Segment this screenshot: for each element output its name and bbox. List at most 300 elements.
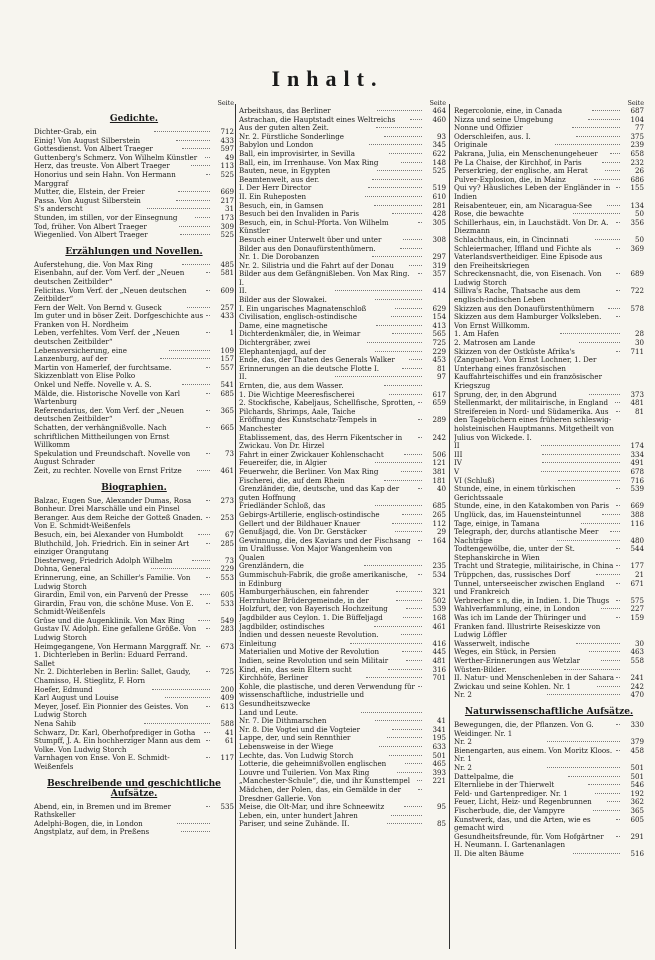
dot-leader [205, 157, 210, 158]
dot-leader [375, 299, 422, 300]
entry-title: Skizzen aus den Donaufürstenthümern [454, 303, 595, 313]
page-number: 309 [220, 221, 234, 231]
index-entry [454, 614, 644, 640]
entry-title: Dichter-Grab, ein [34, 127, 97, 136]
entry-title: Telegraph, der, durchs atlantische Meer [454, 527, 599, 537]
page-number: 481 [630, 398, 644, 408]
entry-title: Hamburgerhäuschen, ein fahrender [239, 587, 369, 597]
dot-leader [375, 351, 422, 352]
section-heading: Erzählungen und Novellen. [65, 246, 203, 257]
page-number: 506 [432, 449, 446, 459]
page-number: 534 [432, 570, 446, 580]
entry-title: Bilder aus der Slowakei. [239, 295, 327, 305]
entry-title: Dichterdenkmäler, die, in Weimar [239, 329, 361, 339]
dot-leader [616, 248, 620, 249]
page-number: 113 [220, 161, 234, 171]
dot-leader [375, 720, 422, 721]
dot-leader [177, 823, 210, 824]
entry-title: Erinnerungen an die deutsche Flotte I. [239, 363, 380, 373]
page-number: 501 [432, 750, 446, 760]
page-number: 557 [220, 362, 234, 372]
page-number: 686 [630, 174, 644, 184]
index-column-3 [454, 100, 644, 945]
dot-leader [409, 359, 422, 360]
index-entry [34, 171, 234, 188]
index-entry [239, 820, 446, 829]
page-number: 164 [432, 535, 446, 545]
page-number: 1 [229, 328, 234, 338]
page-number: 463 [630, 647, 644, 657]
entry-title: Stunden, im stillen, vor der Einsegnung [34, 212, 178, 222]
entry-title: Einleitung [239, 638, 277, 648]
dot-leader [206, 427, 210, 428]
dot-leader [402, 514, 422, 515]
entry-title: Kind, ein, das sein Eltern sucht [239, 664, 352, 674]
entry-title: Onkel und Neffe. Novelle v. A. S. [34, 380, 152, 390]
dot-leader [402, 651, 422, 652]
dot-leader [147, 208, 210, 209]
dot-leader [572, 127, 620, 128]
entry-title: Skizzen von der Ostküste Afrika's (Zanguebar). Von Ernst Lochner, 1. Der Unterhang eines französischen Kauffahrteischiffes und ein französischer Kriegszug [454, 346, 602, 390]
entry-title: Ball, ein, im Irrenhause. Von Max Ring [239, 157, 379, 167]
entry-title: Leben, verfehltes. Vom Verf. der „Neuen deutschen Zeitbilder“ [34, 328, 180, 347]
entry-title: Besuch einer Unterwelt über und unter [239, 234, 382, 244]
entry-title: Nachträge [454, 535, 493, 545]
index-entry [34, 312, 234, 329]
entry-title: II. Ein Ruheposten [239, 191, 307, 201]
entry-title: Trüppchen, das, russisches Dorf [454, 570, 571, 580]
dot-leader [372, 179, 422, 180]
dot-leader [379, 746, 422, 747]
dot-leader [391, 316, 422, 317]
page-number: 597 [220, 144, 234, 154]
dot-leader [368, 187, 422, 188]
page-number: 297 [432, 252, 446, 262]
page-number: 97 [436, 372, 446, 382]
index-entry [239, 219, 446, 236]
dot-leader [410, 119, 422, 120]
dot-leader [588, 784, 620, 785]
dot-leader [192, 560, 210, 561]
dot-leader [206, 453, 210, 454]
entry-title: Werther-Erinnerungen aus Wetzlar [454, 656, 581, 665]
dot-leader [400, 248, 422, 249]
page-number: 541 [220, 380, 234, 390]
dot-leader [389, 394, 422, 395]
entry-title: Schlachthaus, ein, in Cincinnati [454, 234, 569, 244]
entry-title: Nr. 7. Die Dithmarschen [239, 716, 327, 726]
entry-title: Ball, ein improvisirter, in Sevilla [239, 148, 355, 158]
dot-leader [581, 523, 620, 524]
page-number: 669 [220, 187, 234, 197]
entry-title: Todtengewölbe, die, unter der St. Stephanskirche in Wien [454, 544, 575, 562]
index-entry [34, 643, 234, 669]
index-entry [34, 287, 234, 304]
page-number: 428 [432, 209, 446, 219]
entry-title: Stunde, eine, in den Katakomben von Paris [454, 501, 610, 511]
entry-title: Aus der guten alten Zeit. [239, 123, 329, 133]
page-number: 373 [630, 389, 644, 399]
entry-title: Civilisation, englisch-ostindische [239, 312, 358, 322]
page-number: 93 [436, 131, 446, 141]
dot-leader [387, 823, 422, 824]
entry-title: Herrnhuter Brüdergemeinde, in der [239, 595, 369, 605]
entry-title: Nr. 8. Die Vogtei und die Vogteier [239, 724, 361, 734]
index-entry [34, 754, 234, 771]
entry-title: Adelphi-Bogen, die, in London [34, 818, 143, 828]
index-entry [34, 600, 234, 617]
entry-title: Nr. 2 [454, 690, 472, 700]
entry-title: Regercolonie, eine, in Canada [454, 106, 563, 115]
entry-title: Bilder aus dem Gefängnißleben. Von Max Ring. I. [239, 269, 410, 287]
dot-leader [375, 505, 422, 506]
entry-title: Kunstwerk, das, und die Arten, wie es gemacht wird [454, 814, 591, 833]
dot-leader [616, 750, 620, 751]
dot-leader [596, 574, 620, 575]
page-number: 414 [432, 286, 446, 296]
dot-leader [335, 290, 422, 291]
entry-title: Lotterie, die geheimnißvollen englischen [239, 759, 387, 769]
dot-leader [206, 410, 210, 411]
page-number: 502 [432, 595, 446, 605]
index-entry [34, 514, 234, 531]
page-number: 544 [630, 544, 644, 554]
page-number: 461 [432, 621, 446, 631]
entry-title: Elternliebe in der Thierwelt [454, 780, 555, 790]
page-number: 711 [630, 346, 644, 356]
index-entry [34, 390, 234, 407]
entry-title: Eisenbahn, auf der. Vom Verf. der „Neuen deutschen Zeitbilder“ [34, 268, 185, 286]
page-number: 229 [432, 346, 446, 356]
index-entry [239, 786, 446, 803]
dot-leader [387, 737, 422, 738]
entry-title: Mälde, die. Historische Novelle von Karl Wartenburg [34, 388, 181, 407]
entry-title: Oderschleifen, aus. I. [454, 131, 531, 141]
page-number: 685 [220, 388, 234, 398]
entry-title: Balzac, Eugen Sue, Alexander Dumas, Rosa Bonheur. Drei Marschälle und ein Pinsel [34, 495, 192, 514]
dot-leader [607, 801, 620, 802]
dot-leader [397, 772, 422, 773]
page-number: 242 [630, 681, 644, 691]
page-number: 549 [220, 615, 234, 625]
page-number: 565 [432, 329, 446, 339]
page-number: 285 [220, 538, 234, 548]
dot-leader [367, 342, 422, 343]
dot-leader [388, 669, 422, 670]
entry-title: 2. Stockfische, Kabeljaus, Schellfische, Sprotten, Pilchards, Shrimps, Aale, Taiche [239, 398, 416, 416]
dot-leader [375, 462, 422, 463]
dot-leader [616, 600, 620, 601]
entry-title: Nr. 2. Silistria und die Fahrt auf der Donau [239, 260, 394, 270]
entry-title: Beranger. Aus dem Reiche der Gotteß Gnaden. Von E. Schmidt-Weißenfels [34, 512, 203, 531]
entry-title: Passa. Von August Silberstein [34, 195, 141, 205]
entry-title: Referendarius, der. Vom Verf. der „Neuen deutschen Zeitbilder“ [34, 405, 184, 424]
entry-title: Gellert und der Bildhauer Knauer [239, 518, 361, 528]
page-number: 341 [432, 724, 446, 734]
dot-leader [350, 643, 422, 644]
entry-title: Gottesdienst. Von Albert Traeger [34, 144, 153, 154]
page-number: 725 [220, 667, 234, 677]
page-number: 629 [432, 303, 446, 313]
entry-title: Jagdbilder, ostindisches [239, 621, 325, 631]
entry-title: Leben, ein, unter hundert Jahren [239, 810, 358, 820]
dot-leader [405, 763, 422, 764]
page-number: 28 [634, 329, 644, 339]
entry-title: Nr. 2. Dichterleben in Berlin: Sallet, Gaudy, Chamisso, H. Stieglitz, F. Horn [34, 667, 191, 686]
page-number: 617 [432, 389, 446, 399]
entry-title: Fahrt in einer Zwickauer Kohlenschacht [239, 449, 384, 459]
index-entry [239, 537, 446, 563]
page-number: 41 [436, 716, 446, 726]
entry-title: VI (Schluß) [454, 475, 495, 485]
page-number: 465 [432, 759, 446, 769]
entry-title: Elephantenjagd, auf der [239, 346, 326, 356]
page-number: 50 [634, 209, 644, 219]
page-number: 393 [432, 767, 446, 777]
index-entry [454, 219, 644, 236]
dot-leader [384, 385, 422, 386]
dot-leader [555, 144, 620, 145]
dot-leader [418, 273, 422, 274]
dot-leader [418, 402, 422, 403]
dot-leader [418, 789, 422, 790]
index-entry [34, 668, 234, 685]
entry-title: Heimgegangene, Von Hermann Marggraff. Nr. 1. Dichterleben in Berlin: Eduard Ferrand. Sallet [34, 641, 202, 668]
entry-title: Gebirgs-Artillerie, englisch-ostindische [239, 509, 380, 519]
dot-leader [404, 806, 422, 807]
entry-title: Varnhagen von Ense. Von E. Schmidt-Weißenfels [34, 753, 170, 771]
index-entry [454, 348, 644, 391]
page-number: 581 [220, 268, 234, 278]
index-entry [34, 269, 234, 286]
dot-leader [406, 660, 422, 661]
page-number: 265 [432, 509, 446, 519]
entry-title: Auferstehung, die. Von Max Ring [34, 259, 153, 269]
entry-title: Fischerbude, die, der Vampyre [454, 805, 565, 815]
dot-leader [607, 205, 620, 206]
page-number: 460 [432, 114, 446, 124]
page-number: 227 [630, 604, 644, 614]
index-entry [454, 580, 644, 597]
entry-title: Lechte, das. Von Ludwig Storch [239, 750, 354, 760]
entry-title: Zwickau und seine Kohlen. Nr. 1 [454, 681, 571, 691]
entry-title: Grenzländer, die, deutsche, und das Kap der guten Hoffnung [239, 484, 400, 502]
entry-title: Gustav IV. Adolph. Eine gefallene Größe. Von Ludwig Storch [34, 624, 197, 643]
dot-leader [182, 264, 210, 265]
entry-title: Schillerhaus, ein, in Lauchstädt. Von Dr. A. Diezmann [454, 217, 609, 236]
dot-leader [401, 634, 422, 635]
dot-leader [404, 454, 422, 455]
page-number: 273 [220, 495, 234, 505]
page-number: 283 [220, 624, 234, 634]
entry-title: Nr. 2 [454, 737, 472, 747]
dot-leader [616, 724, 620, 725]
entry-title: Reisabenteuer, ein, am Nicaragua-See [454, 200, 592, 210]
entry-title: Mädchen, der Polen, das, ein Gemälde in der Dresdner Gallerie. Von [239, 784, 402, 803]
page-number: 375 [630, 131, 644, 141]
dot-leader [542, 454, 620, 455]
entry-title: Astrachan, die Hauptstadt eines Weltreichs [239, 114, 396, 124]
dot-leader [204, 732, 210, 733]
dot-leader [374, 626, 422, 627]
dot-leader [376, 325, 422, 326]
entry-title: Mutter, die, Elstein, der Freier [34, 187, 145, 197]
dot-leader [384, 480, 422, 481]
page-number: 104 [630, 114, 644, 124]
dot-leader [616, 187, 620, 188]
dot-leader [395, 308, 422, 309]
entry-title: Feuer, Licht, Heiz- und Regenbrunnen [454, 797, 592, 807]
index-entry [454, 683, 644, 692]
entry-title: Dame, eine magnetische [239, 320, 328, 330]
page-number: 464 [432, 106, 446, 115]
page-number: 67 [224, 529, 234, 539]
dot-leader [178, 191, 210, 192]
page-number: 687 [630, 106, 644, 115]
dot-leader [589, 394, 620, 395]
index-entry [34, 231, 234, 240]
dot-leader [547, 741, 620, 742]
dot-leader [151, 568, 210, 569]
entry-title: Nena Sahib [34, 719, 76, 728]
entry-title: II. [239, 372, 247, 382]
index-entry [34, 497, 234, 514]
page-number: 134 [630, 200, 644, 210]
dot-leader [206, 174, 210, 175]
page-number: 501 [630, 762, 644, 772]
entry-title: Wasserwelt, indische [454, 638, 530, 648]
page-number: 321 [432, 587, 446, 597]
entry-title: Meyer, Josef. Ein Pionnier des Geistes. Von Ludwig Storch [34, 701, 189, 720]
page-number: 519 [432, 183, 446, 193]
page-number: 195 [432, 733, 446, 743]
page-number: 291 [630, 831, 644, 841]
entry-title: Girardin, Frau von, die schöne Muse. Von E. Schmidt-Weißenfels [34, 598, 194, 617]
dot-leader [589, 651, 620, 652]
entry-title: Lanzenburg, auf der [34, 354, 108, 364]
dot-leader [601, 660, 620, 661]
dot-leader [602, 162, 620, 163]
dot-leader [417, 780, 422, 781]
entry-title: Silliva's Rache, Thatsache aus dem englisch-indischen Leben [454, 286, 581, 305]
entry-title: Nr. 2 [454, 762, 472, 772]
entry-title: Bienengarten, aus einem. Von Moritz Kloos. Nr. 1 [454, 745, 613, 764]
entry-title: Nr. 2. Fürstliche Sonderlinge [239, 131, 344, 141]
page-number: 525 [220, 230, 234, 240]
index-entry [34, 737, 234, 754]
page-number: 558 [630, 656, 644, 665]
page-number: 501 [630, 771, 644, 781]
page-number: 281 [432, 200, 446, 210]
page-number: 319 [432, 260, 446, 270]
dot-leader [181, 831, 210, 832]
entry-title: I. Ein ungarisches Magnatenschloß [239, 303, 367, 313]
page-number: 685 [432, 501, 446, 511]
entry-title: II. [239, 286, 247, 296]
index-entry [34, 703, 234, 720]
dot-leader [392, 213, 422, 214]
dot-leader [597, 686, 621, 687]
page-number: 345 [432, 140, 446, 150]
page-number: 316 [432, 664, 446, 674]
column-divider [449, 104, 450, 949]
page-number: 575 [630, 595, 644, 605]
page-number: 610 [432, 191, 446, 201]
entry-title: Tod, früher. Von Albert Traeger [34, 221, 147, 231]
entry-title: Dohna, General [34, 564, 91, 574]
dot-leader [401, 471, 422, 472]
page-number: 30 [634, 638, 644, 648]
index-entry [454, 442, 644, 451]
entry-title: Feuerwehr, die Berliner. Von Max Ring [239, 466, 379, 476]
index-entry [239, 270, 446, 287]
entry-title: Pariser, und seine Zuhände. II. [239, 819, 350, 829]
entry-title: „Manchester-Schule“, die, und ihr Kunsttempel [239, 776, 411, 786]
dot-leader [401, 162, 422, 163]
page-number: 481 [432, 656, 446, 665]
entry-title: Herz, das treuste. Von Albert Traeger [34, 161, 170, 171]
page-number: 235 [432, 561, 446, 571]
entry-title: Indien, seine Revolution und sein Militair [239, 656, 389, 665]
entry-title: Materialien und Motive der Revolution [239, 647, 380, 657]
entry-title: Wiegenlied. Von Albert Traeger [34, 230, 148, 240]
entry-title: Schreckensnacht, die, von Eisenach. Von Ludwig Storch [454, 269, 602, 287]
page-number: 461 [220, 465, 234, 475]
page-number: 181 [432, 475, 446, 485]
dot-leader [593, 810, 620, 811]
page-number: 622 [432, 148, 446, 158]
index-entry [239, 399, 446, 416]
dot-leader [206, 315, 210, 316]
index-entry [239, 683, 446, 709]
page-number: 413 [432, 320, 446, 330]
dot-leader [579, 342, 620, 343]
dot-leader [616, 836, 620, 837]
dot-leader [403, 239, 422, 240]
index-entry [454, 747, 644, 764]
dot-leader [169, 350, 210, 351]
index-entry [454, 545, 644, 562]
entry-title: Streifereien in Nord- und Südamerika. Aus den Tagebüchern eines früheren schleswig-holsteinischen Hauptmanns. Mitgetheilt von Julius von Wickede. I. [454, 406, 614, 442]
dot-leader [568, 776, 620, 777]
entry-title: Qui vy? Häusliches Leben der Engländer in Indien [454, 183, 611, 201]
page-title: Inhalt. [271, 66, 384, 91]
page-number: 174 [630, 441, 644, 451]
page-number: 330 [630, 719, 644, 729]
page-number: 669 [630, 501, 644, 511]
entry-title: Besuch, ein, in Schul-Pforta. Von Wilhelm Künstler [239, 217, 389, 236]
page-number: 539 [630, 484, 644, 494]
entry-title: Nizza und seine Umgebung [454, 114, 554, 124]
page-number: 381 [432, 466, 446, 476]
page-number: 480 [630, 535, 644, 545]
entry-title: Lebensversicherung, eine [34, 345, 127, 355]
dot-leader [409, 265, 422, 266]
dot-leader [366, 677, 422, 678]
page-number: 29 [436, 527, 446, 537]
page-number: 369 [630, 243, 644, 253]
section-heading: Gedichte. [109, 114, 159, 124]
dot-leader [616, 488, 620, 489]
section-heading: Biographien. [101, 482, 167, 493]
page-column-header: Seite [429, 100, 446, 107]
index-entry [454, 833, 644, 850]
dot-leader [198, 534, 210, 535]
page-number: 61 [224, 736, 234, 746]
entry-title: Tage, einige, in Tamana [454, 518, 540, 528]
dot-leader [389, 755, 422, 756]
entry-title: Kirchhöfe, Berliner [239, 673, 309, 683]
